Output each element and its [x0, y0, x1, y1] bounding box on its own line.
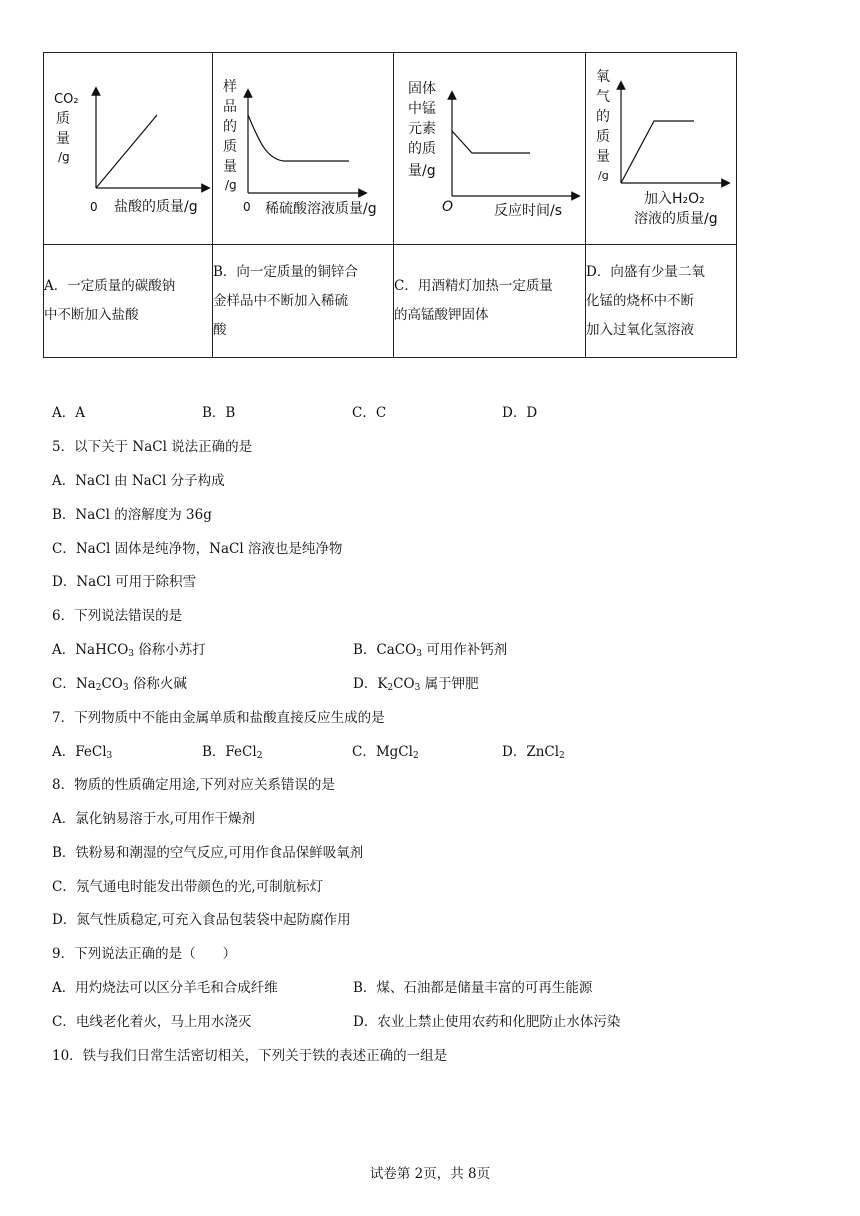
graph-a-origin: 0	[90, 200, 98, 214]
graph-a-ylabel-3: 量	[56, 131, 70, 147]
q6-d-sub1: 2	[387, 683, 394, 693]
graph-d-xlabel-1: 加入H₂O₂	[644, 191, 705, 207]
q6-option-d[interactable]	[353, 672, 479, 693]
q6-b-pre: B．CaCO	[353, 642, 417, 658]
graph-b-ylabel-6: /g	[225, 178, 237, 192]
q6-a-post: 俗称小苏打	[134, 642, 206, 658]
q8-option-a[interactable]: A．氯化钠易溶于水,可用作干燥剂	[52, 811, 256, 827]
q8-stem: 8．物质的性质确定用途,下列对应关系错误的是	[52, 777, 335, 793]
caption-d-line-3: 加入过氧化氢溶液	[586, 321, 694, 338]
q7-option-a[interactable]	[52, 740, 112, 761]
page-footer: 试卷第 2页，共 8页	[369, 1166, 491, 1182]
q5-option-c[interactable]: C．NaCl 固体是纯净物，NaCl 溶液也是纯净物	[52, 541, 343, 557]
graph-c-curve	[452, 131, 530, 153]
q8-option-d[interactable]: D．氮气性质稳定,可充入食品包装袋中起防腐作用	[52, 912, 351, 928]
q9-option-d[interactable]: D．农业上禁止使用农药和化肥防止水体污染	[353, 1014, 621, 1030]
caption-b	[213, 245, 394, 358]
graph-c-origin: O	[442, 199, 454, 215]
graph-d	[586, 53, 736, 244]
q7-stem: 7．下列物质中不能由金属单质和盐酸直接反应生成的是	[52, 710, 385, 726]
q7-a-sub: 3	[106, 751, 113, 761]
graph-d-cell	[586, 53, 737, 245]
q6-c-post: 俗称火碱	[128, 676, 187, 692]
q5-stem: 5．以下关于 NaCl 说法正确的是	[52, 439, 253, 455]
q6-d-sub2: 3	[414, 683, 421, 693]
caption-b-line-3: 酸	[213, 321, 227, 338]
q7-d-sub: 2	[559, 751, 565, 761]
q6-d-mid: CO	[393, 676, 415, 692]
graph-b-ylabel-1: 样	[223, 79, 237, 95]
q6-option-b[interactable]	[353, 638, 507, 659]
q6-b-sub: 3	[416, 649, 422, 659]
graph-d-ylabel-4: 质	[596, 129, 610, 145]
q6-c-sub2: 3	[122, 683, 129, 693]
q5-option-d[interactable]: D．NaCl 可用于除积雪	[52, 574, 197, 590]
q7-option-c[interactable]	[352, 740, 419, 761]
graph-a-curve	[96, 115, 157, 188]
graph-d-ylabel-3: 的	[596, 109, 610, 125]
q6-b-post: 可用作补钙剂	[421, 642, 508, 658]
caption-c-line-1: C．用酒精灯加热一定质量	[394, 278, 553, 294]
q5-option-a[interactable]: A．NaCl 由 NaCl 分子构成	[52, 473, 225, 489]
q7-option-d[interactable]	[502, 740, 565, 761]
q9-option-b[interactable]: B．煤、石油都是储量丰富的可再生能源	[353, 980, 593, 996]
q6-option-a[interactable]	[52, 638, 206, 659]
graph-c-cell	[394, 53, 586, 245]
graph-a-ylabel-4: /g	[58, 150, 70, 164]
graph-b-ylabel-5: 量	[223, 159, 237, 175]
graph-b-curve	[248, 115, 349, 161]
q6-c-mid: CO	[101, 676, 123, 692]
q7-b-sub: 2	[256, 751, 263, 761]
graph-b	[213, 53, 393, 244]
caption-c-line-2: 的高锰酸钾固体	[394, 307, 489, 323]
q7-a-text: A．FeCl	[52, 744, 107, 760]
q5-option-b[interactable]: B．NaCl 的溶解度为 36g	[52, 507, 212, 523]
graph-b-ylabel-2: 品	[223, 99, 237, 115]
q7-b-text: B．FeCl	[202, 744, 257, 760]
q4-option-c[interactable]: C．C	[352, 405, 387, 421]
q6-d-pre: D．K	[353, 676, 388, 692]
q8-option-b[interactable]: B．铁粉易和潮湿的空气反应,可用作食品保鲜吸氧剂	[52, 845, 364, 861]
graph-c-ylabel-5: 量/g	[408, 163, 436, 179]
graph-a-ylabel-2: 质	[56, 111, 70, 127]
graph-d-ylabel-1: 氧	[596, 69, 610, 85]
graph-d-curve	[621, 121, 694, 183]
graph-d-ylabel-6: /g	[598, 169, 609, 182]
graph-a-xlabel: 盐酸的质量/g	[114, 199, 198, 215]
graph-d-xlabel-2: 溶液的质量/g	[634, 211, 718, 227]
q9-option-c[interactable]: C．电线老化着火，马上用水浇灭	[52, 1014, 252, 1030]
caption-a-line-1: A．一定质量的碳酸钠	[44, 278, 176, 294]
graph-b-cell	[213, 53, 394, 245]
caption-b-line-2: 金样品中不断加入稀硫	[213, 292, 348, 309]
caption-d	[586, 245, 737, 358]
q7-d-text: D．ZnCl	[502, 744, 560, 760]
q4-option-b[interactable]: B．B	[202, 405, 236, 421]
caption-b-line-1: B．向一定质量的铜锌合	[213, 263, 358, 280]
q7-option-b[interactable]	[202, 740, 262, 761]
graph-c-ylabel-3: 元素	[408, 121, 436, 137]
q6-stem: 6．下列说法错误的是	[52, 608, 183, 624]
q6-option-c[interactable]	[52, 672, 187, 693]
q7-c-text: C．MgCl	[352, 744, 413, 760]
graph-c-xlabel: 反应时间/s	[494, 203, 563, 219]
caption-d-line-1: D．向盛有少量二氧	[586, 263, 705, 280]
graph-d-ylabel-2: 气	[596, 89, 610, 105]
q9-stem: 9．下列说法正确的是（ ）	[52, 946, 237, 962]
q6-a-pre: A．NaHCO	[52, 642, 129, 658]
graph-options-table	[43, 52, 737, 358]
q9-option-a[interactable]: A．用灼烧法可以区分羊毛和合成纤维	[52, 980, 278, 996]
q7-c-sub: 2	[412, 751, 419, 761]
q10-stem: 10．铁与我们日常生活密切相关，下列关于铁的表述正确的一组是	[52, 1048, 448, 1064]
q6-d-post: 属于钾肥	[420, 676, 479, 692]
graph-a	[44, 53, 212, 244]
graph-b-ylabel-4: 质	[223, 139, 237, 155]
q6-c-sub1: 2	[95, 683, 102, 693]
graph-c-ylabel-1: 固体	[408, 81, 436, 97]
graph-c-ylabel-4: 的质	[408, 141, 436, 157]
q6-a-sub: 3	[128, 649, 135, 659]
q8-option-c[interactable]: C．氖气通电时能发出带颜色的光,可制航标灯	[52, 879, 324, 895]
graph-a-cell	[44, 53, 213, 245]
graph-c	[394, 53, 585, 244]
graph-d-ylabel-5: 量	[596, 149, 610, 165]
caption-a-line-2: 中不断加入盐酸	[44, 307, 139, 323]
graph-a-ylabel-1: CO₂	[54, 92, 79, 107]
q4-option-a[interactable]: A．A	[52, 405, 85, 421]
caption-c	[394, 245, 586, 358]
graph-c-ylabel-2: 中锰	[408, 101, 436, 117]
q6-c-pre: C．Na	[52, 676, 96, 692]
graph-b-origin: 0	[243, 200, 251, 214]
graph-b-ylabel-3: 的	[223, 119, 237, 135]
graph-b-xlabel: 稀硫酸溶液质量/g	[265, 201, 377, 217]
caption-d-line-2: 化锰的烧杯中不断	[586, 292, 694, 309]
caption-a	[44, 245, 213, 358]
q4-option-d[interactable]: D．D	[502, 405, 538, 421]
